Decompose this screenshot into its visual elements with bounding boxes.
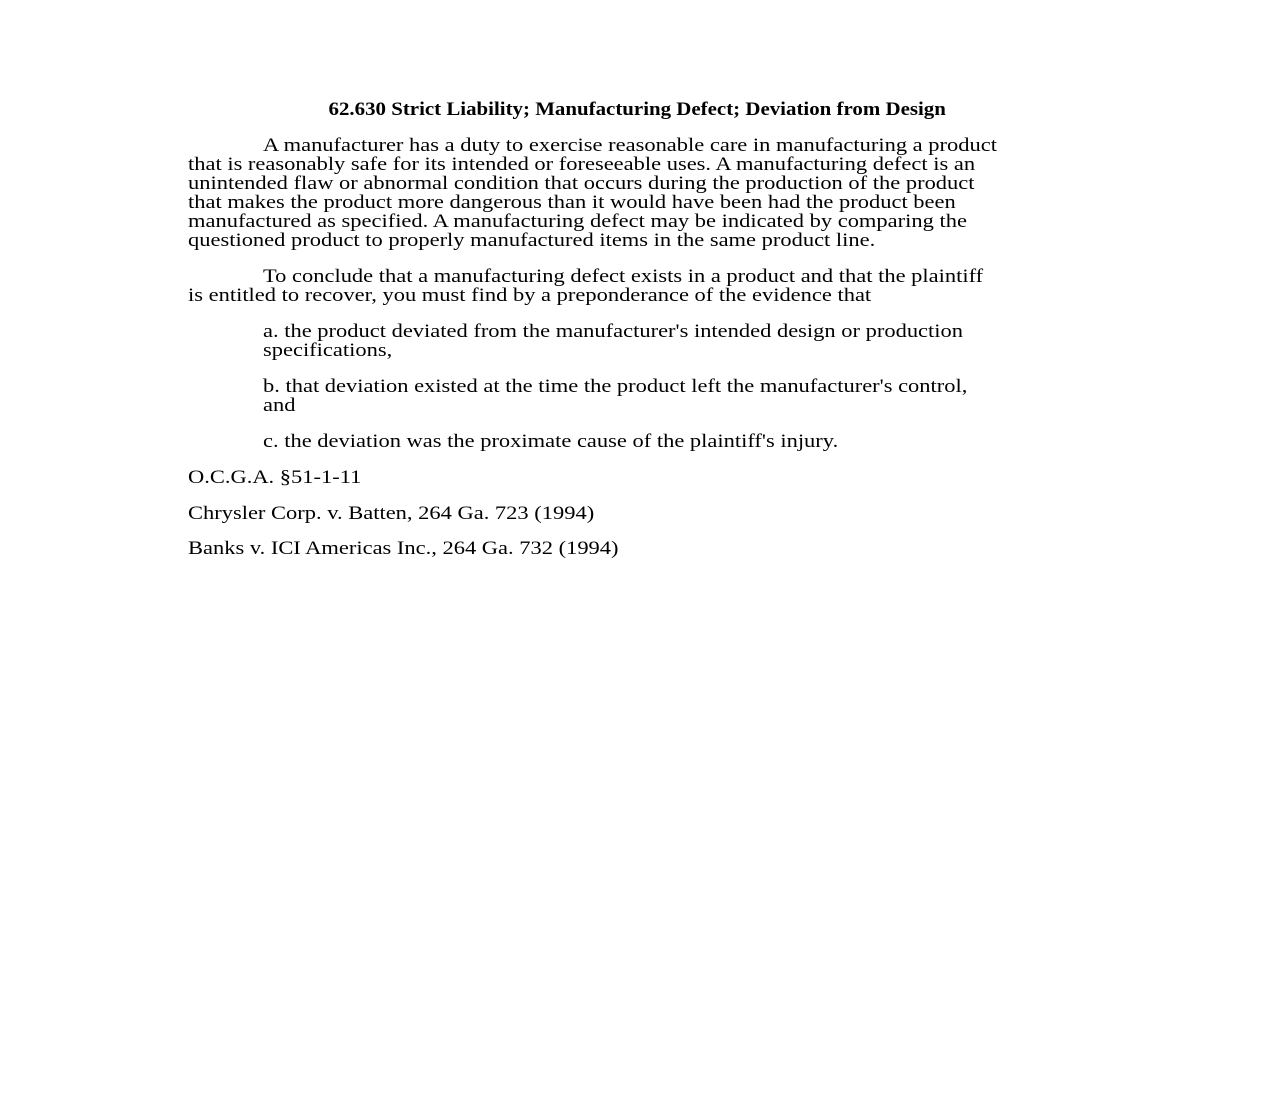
paragraph-line: unintended flaw or abnormal condition that occurs during the production of the product: [188, 174, 975, 194]
element-line: a. the product deviated from the manufacturer's intended design or production: [263, 322, 964, 342]
document-title-text: 62.630 Strict Liability; Manufacturing Defect; Deviation from Design: [328, 100, 947, 120]
paragraph-line: is entitled to recover, you must find by a preponderance of the evidence that: [188, 286, 872, 306]
paragraph-line: that makes the product more dangerous than it would have been had the product been: [188, 193, 956, 213]
paragraph-line: questioned product to properly manufactured items in the same product line.: [188, 231, 876, 251]
citation-statute: O.C.G.A. §51-1-11: [188, 468, 362, 488]
citation-case: Banks v. ICI Americas Inc., 264 Ga. 732 (1994): [188, 539, 619, 559]
element-line: c. the deviation was the proximate cause of the plaintiff's injury.: [263, 432, 839, 452]
element-line: b. that deviation existed at the time the product left the manufacturer's control,: [263, 377, 968, 397]
paragraph-line: manufactured as specified. A manufacturing defect may be indicated by comparing the: [188, 212, 967, 232]
document-title: [0, 100, 1275, 120]
citation-case: Chrysler Corp. v. Batten, 264 Ga. 723 (1994): [188, 504, 595, 524]
element-line: specifications,: [263, 341, 393, 361]
paragraph-line: that is reasonably safe for its intended or foreseeable uses. A manufacturing defect is an: [188, 155, 976, 175]
paragraph-line: To conclude that a manufacturing defect exists in a product and that the plaintiff: [263, 267, 984, 287]
paragraph-line: A manufacturer has a duty to exercise reasonable care in manufacturing a product: [263, 136, 997, 156]
element-line: and: [263, 396, 296, 416]
